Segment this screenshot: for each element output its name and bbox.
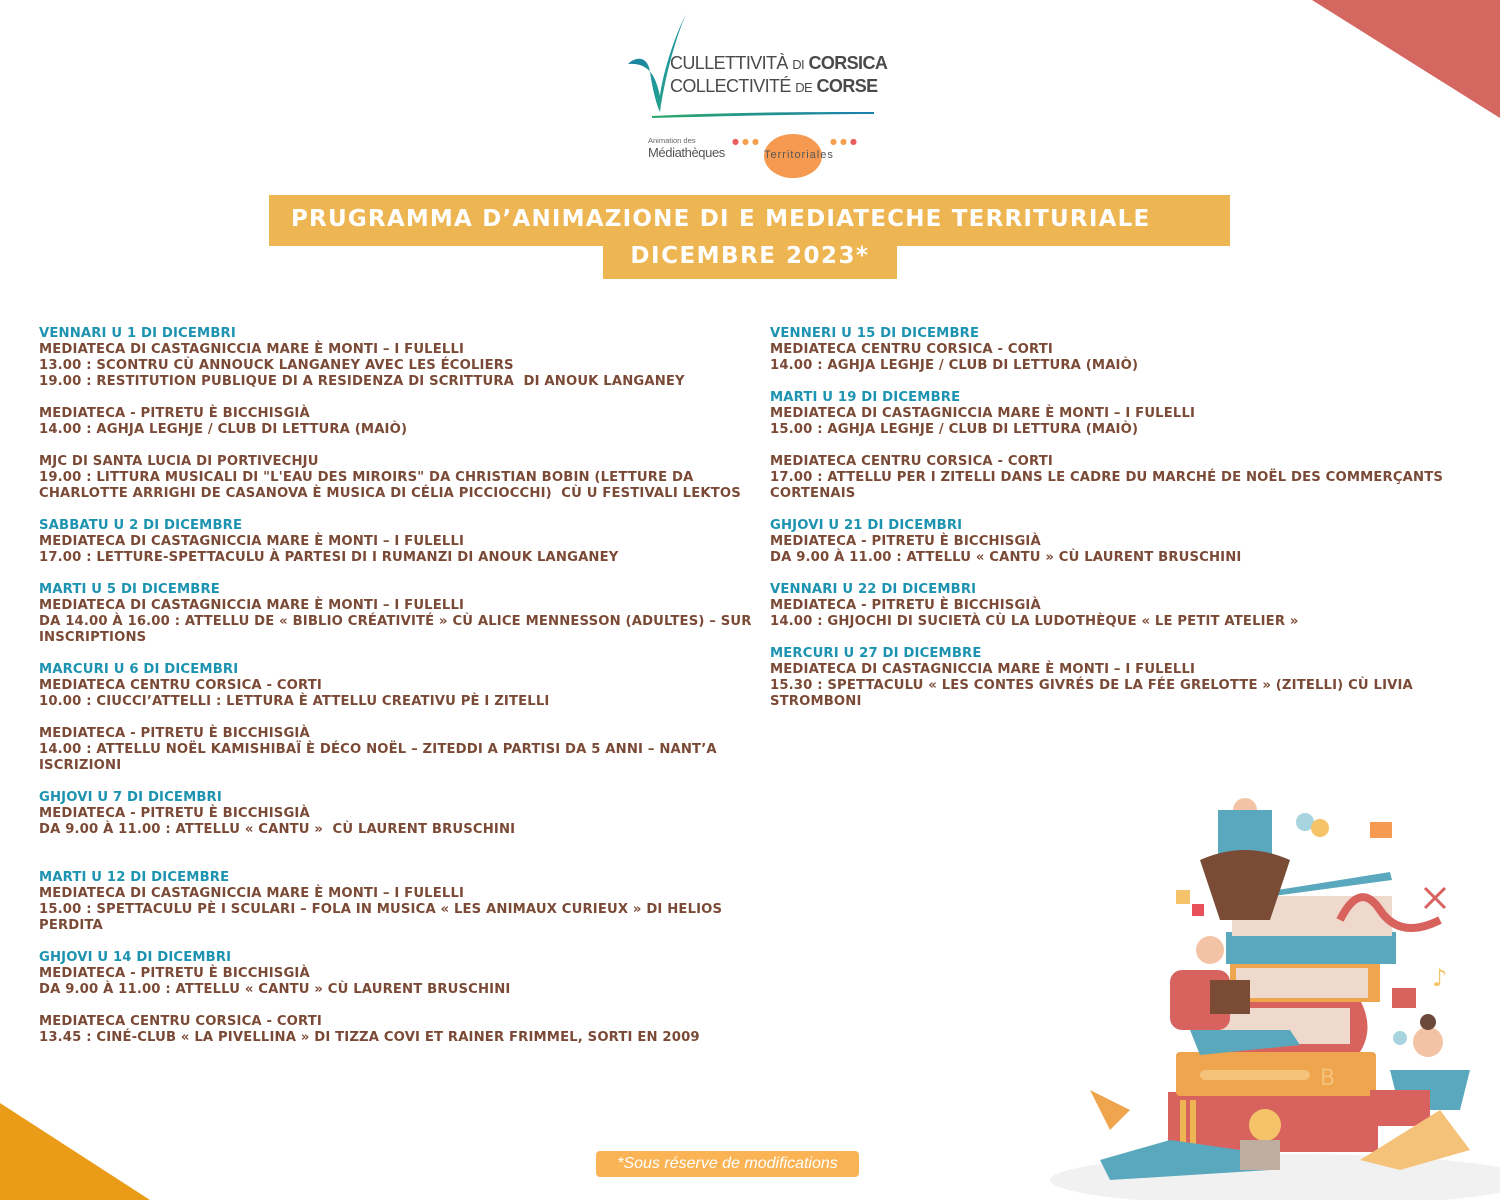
day-section: [39, 790, 759, 838]
logo-line-french: COLLECTIVITÉ DE CORSE: [670, 76, 878, 96]
event-item: DA 14.00 À 16.00 : ATTELLU DE « BIBLIO CRÉATIVITÉ » CÙ ALICE MENNESSON (ADULTES) – SUR INSCRIPTIONS: [39, 614, 757, 645]
event-item: DA 9.00 À 11.00 : ATTELLU « CANTU » CÙ LAURENT BRUSCHINI: [770, 550, 1242, 565]
venue-name: MEDIATECA DI CASTAGNICCIA MARE È MONTI – I FULELLI: [39, 886, 465, 901]
venue-name: MEDIATECA - PITRETU È BICCHISGIÀ: [770, 598, 1041, 613]
venue-name: MEDIATECA - PITRETU È BICCHISGIÀ: [39, 966, 310, 981]
day-heading: GHJOVI U 7 DI DICEMBRI: [39, 790, 222, 805]
logo-line-corsican: CULLETTIVITÀ DI CORSICA: [670, 53, 888, 73]
dots-icon: ●●●: [830, 137, 860, 146]
venue-name: MJC DI SANTA LUCIA DI PORTIVECHJU: [39, 454, 319, 469]
day-heading: VENNARI U 22 DI DICEMBRI: [770, 582, 977, 597]
page-subtitle: DICEMBRE 2023*: [630, 243, 870, 269]
event-item: 13.00 : SCONTRU CÙ ANNOUCK LANGANEY AVEC LES ÉCOLIERS: [39, 358, 514, 373]
day-heading: GHJOVI U 21 DI DICEMBRI: [770, 518, 963, 533]
day-heading: MARTI U 5 DI DICEMBRE: [39, 582, 220, 597]
spacer: [39, 438, 759, 454]
venue-name: MEDIATECA - PITRETU È BICCHISGIÀ: [770, 534, 1041, 549]
day-section: [39, 870, 759, 934]
schedule-column-left: [39, 326, 759, 1046]
venue-name: MEDIATECA DI CASTAGNICCIA MARE È MONTI – I FULELLI: [770, 406, 1196, 421]
spacer: [39, 774, 759, 790]
venue-name: MEDIATECA DI CASTAGNICCIA MARE È MONTI – I FULELLI: [39, 534, 465, 549]
day-heading: VENNARI U 1 DI DICEMBRI: [39, 326, 236, 341]
day-section: [39, 326, 759, 502]
day-heading: VENNERI U 15 DI DICEMBRE: [770, 326, 980, 341]
spacer: [39, 502, 759, 518]
event-item: 19.00 : LITTURA MUSICALI DI "L'EAU DES MIROIRS" DA CHRISTIAN BOBIN (LETTURE DA CHARLOTTE ARRIGHI DE CASANOVA È MUSICA DI CÉLIA PICCIOCCHI) CÙ U FESTIVALI LEKTOS: [39, 470, 741, 501]
corner-decoration-bottom-left: [0, 1103, 150, 1200]
event-item: 15.00 : AGHJA LEGHJE / CLUB DI LETTURA (MAIÒ): [770, 422, 1139, 437]
event-item: 14.00 : GHJOCHI DI SUCIETÀ CÙ LA LUDOTHÈQUE « LE PETIT ATELIER »: [770, 614, 1299, 629]
logo-sub-right: Territoriales: [764, 149, 834, 161]
day-heading: MARTI U 12 DI DICEMBRE: [39, 870, 230, 885]
schedule-column-right: [770, 326, 1470, 710]
spacer: [39, 838, 759, 870]
spacer: [770, 374, 1470, 390]
event-item: DA 9.00 À 11.00 : ATTELLU « CANTU » CÙ LAURENT BRUSCHINI: [39, 982, 511, 997]
day-section: [770, 582, 1470, 630]
venue-name: MEDIATECA CENTRU CORSICA - CORTI: [770, 342, 1053, 357]
venue-name: MEDIATECA DI CASTAGNICCIA MARE È MONTI – I FULELLI: [39, 342, 465, 357]
venue-name: MEDIATECA - PITRETU È BICCHISGIÀ: [39, 806, 310, 821]
collectivite-de-corse-logo: [622, 12, 888, 162]
corner-decoration-top-right: [1312, 0, 1500, 118]
venue-name: MEDIATECA CENTRU CORSICA - CORTI: [39, 1014, 322, 1029]
event-item: 19.00 : RESTITUTION PUBLIQUE DI A RESIDENZA DI SCRITTURA DI ANOUK LANGANEY: [39, 374, 685, 389]
event-item: 14.00 : ATTELLU NOËL KAMISHIBAÏ È DÉCO NOËL – ZITEDDI A PARTISI DA 5 ANNI – NANT’A ISCRIZIONI: [39, 742, 722, 773]
reading-people-icon: [1040, 780, 1500, 1200]
day-heading: SABBATU U 2 DI DICEMBRE: [39, 518, 243, 533]
spacer: [39, 646, 759, 662]
day-heading: MERCURI U 27 DI DICEMBRE: [770, 646, 982, 661]
spacer: [39, 566, 759, 582]
venue-name: MEDIATECA CENTRU CORSICA - CORTI: [770, 454, 1053, 469]
spacer: [770, 438, 1470, 454]
venue-name: MEDIATECA - PITRETU È BICCHISGIÀ: [39, 726, 310, 741]
disclaimer-note: *Sous réserve de modifications: [596, 1151, 859, 1177]
event-item: 13.45 : CINÉ-CLUB « LA PIVELLINA » DI TIZZA COVI ET RAINER FRIMMEL, SORTI EN 2009: [39, 1030, 700, 1045]
day-heading: MARCURI U 6 DI DICEMBRI: [39, 662, 239, 677]
day-section: [39, 582, 759, 646]
venue-name: MEDIATECA DI CASTAGNICCIA MARE È MONTI – I FULELLI: [39, 598, 465, 613]
spacer: [770, 566, 1470, 582]
page-title: PRUGRAMMA D’ANIMAZIONE DI E MEDIATECHE TERRITURIALE: [291, 206, 1151, 232]
day-section: [39, 950, 759, 1046]
day-heading: MARTI U 19 DI DICEMBRE: [770, 390, 961, 405]
svg-text:B: B: [1320, 1066, 1336, 1091]
day-section: [770, 326, 1470, 374]
venue-name: MEDIATECA CENTRU CORSICA - CORTI: [39, 678, 322, 693]
event-item: 17.00 : LETTURE-SPETTACULU À PARTESI DI I RUMANZI DI ANOUK LANGANEY: [39, 550, 619, 565]
venue-name: MEDIATECA - PITRETU È BICCHISGIÀ: [39, 406, 310, 421]
day-section: [770, 390, 1470, 502]
spacer: [39, 934, 759, 950]
spacer: [39, 390, 759, 406]
people-reading-illustration: [1040, 780, 1500, 1200]
event-item: DA 9.00 À 11.00 : ATTELLU « CANTU » CÙ LAURENT BRUSCHINI: [39, 822, 516, 837]
venue-name: MEDIATECA DI CASTAGNICCIA MARE È MONTI – I FULELLI: [770, 662, 1196, 677]
day-section: [770, 518, 1470, 566]
dots-icon: ●●●: [732, 137, 762, 146]
day-section: [39, 518, 759, 566]
logo-sub-main: Médiathèques: [648, 145, 725, 160]
spacer: [39, 998, 759, 1014]
svg-text:♪: ♪: [1432, 964, 1448, 992]
spacer: [770, 502, 1470, 518]
event-item: 15.00 : SPETTACULU PÈ I SCULARI – FOLA IN MUSICA « LES ANIMAUX CURIEUX » DI HELIOS PERDITA: [39, 902, 727, 933]
day-section: [770, 646, 1470, 710]
event-item: 10.00 : CIUCCI’ATTELLI : LETTURA È ATTELLU CREATIVU PÈ I ZITELLI: [39, 694, 550, 709]
mediatheques-territoriales-logo: [648, 134, 878, 174]
day-section: [39, 662, 759, 774]
logo-sub-small: Animation des: [648, 136, 696, 145]
spacer: [770, 630, 1470, 646]
spacer: [39, 710, 759, 726]
event-item: 15.30 : SPETTACULU « LES CONTES GIVRÉS DE LA FÉE GRELOTTE » (ZITELLI) CÙ LIVIA STROMBONI: [770, 678, 1418, 709]
day-heading: GHJOVI U 14 DI DICEMBRI: [39, 950, 232, 965]
event-item: 14.00 : AGHJA LEGHJE / CLUB DI LETTURA (MAIÒ): [770, 358, 1139, 373]
event-item: 14.00 : AGHJA LEGHJE / CLUB DI LETTURA (MAIÒ): [39, 422, 408, 437]
event-item: 17.00 : ATTELLU PER I ZITELLI DANS LE CADRE DU MARCHÉ DE NOËL DES COMMERÇANTS CORTENAIS: [770, 470, 1448, 501]
